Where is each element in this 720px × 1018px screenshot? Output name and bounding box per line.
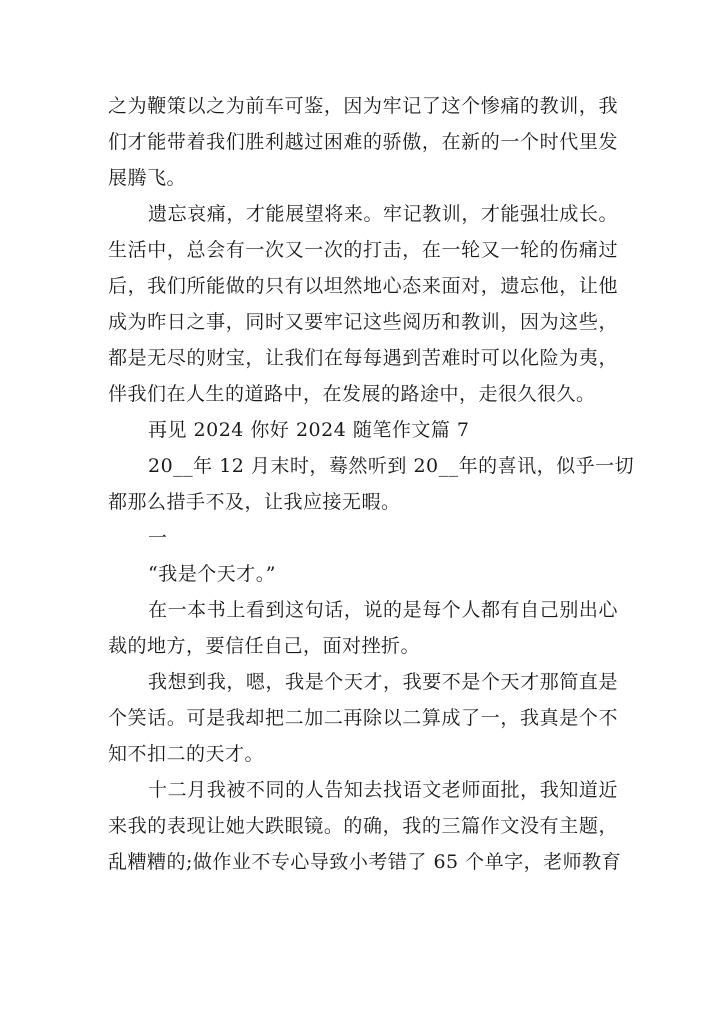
text-line: 20__年 12 月末时，蓦然听到 20__年的喜讯，似乎一切 <box>148 455 635 477</box>
text-line: 生活中，总会有一次又一次的打击，在一轮又一轮的伤痛过 <box>108 239 618 261</box>
text-line: 乱糟糟的;做作业不专心导致小考错了 65 个单字，老师教育 <box>108 851 622 873</box>
text-line: 一 <box>148 527 168 549</box>
document-body <box>108 88 635 880</box>
text-line: “我是个天才。” <box>148 563 276 585</box>
text-line: 再见 2024 你好 2024 随笔作文篇 7 <box>148 419 470 441</box>
text-line: 们才能带着我们胜利越过困难的骄傲，在新的一个时代里发 <box>108 131 618 153</box>
text-line: 伴我们在人生的道路中，在发展的路途中，走很久很久。 <box>108 383 596 405</box>
text-line: 都是无尽的财宝，让我们在每每遇到苦难时可以化险为夷， <box>108 347 618 369</box>
text-line: 来我的表现让她大跌眼镜。的确，我的三篇作文没有主题， <box>108 815 618 837</box>
text-line: 裁的地方，要信任自己，面对挫折。 <box>108 635 421 657</box>
text-line: 后，我们所能做的只有以坦然地心态来面对，遗忘他，让他 <box>108 275 618 297</box>
text-line: 之为鞭策以之为前车可鉴，因为牢记了这个惨痛的教训，我 <box>108 95 618 117</box>
text-line: 在一本书上看到这句话，说的是每个人都有自己别出心 <box>148 599 618 621</box>
text-line: 我想到我，嗯，我是个天才，我要不是个天才那简直是 <box>148 671 618 693</box>
text-line: 成为昨日之事，同时又要牢记这些阅历和教训，因为这些， <box>108 311 618 333</box>
text-line: 十二月我被不同的人告知去找语文老师面批，我知道近 <box>148 779 618 801</box>
text-line: 个笑话。可是我却把二加二再除以二算成了一，我真是个不 <box>108 707 618 729</box>
text-line: 知不扣二的天才。 <box>108 743 265 765</box>
text-line: 展腾飞。 <box>108 167 187 189</box>
text-line: 遗忘哀痛，才能展望将来。牢记教训，才能强壮成长。 <box>148 203 618 225</box>
text-line: 都那么措手不及，让我应接无暇。 <box>108 491 401 513</box>
